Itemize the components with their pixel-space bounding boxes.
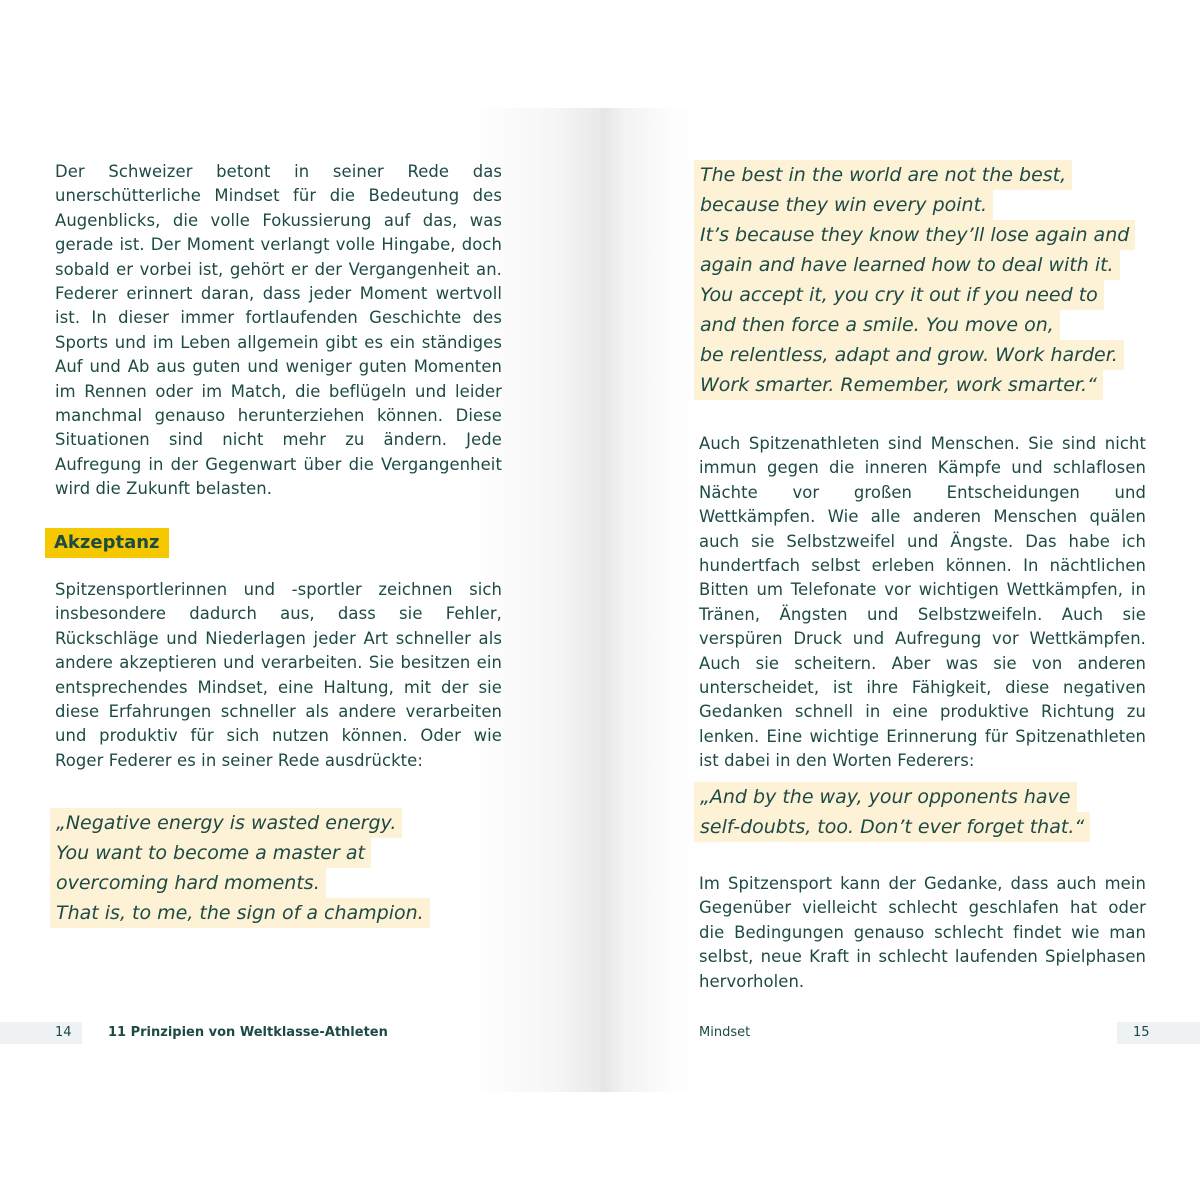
right-quote-line: be relentless, adapt and grow. Work harder. [694, 340, 1124, 370]
right-quote-1 [700, 160, 1135, 400]
right-quote-line: You accept it, you cry it out if you need to [694, 280, 1104, 310]
left-quote-line: You want to become a master at [50, 838, 371, 868]
right-quote-line: „And by the way, your opponents have [694, 782, 1077, 812]
right-quote-line: It’s because they know they’ll lose again and [694, 220, 1135, 250]
left-quote-line: „Negative energy is wasted energy. [50, 808, 402, 838]
left-quote [56, 808, 430, 928]
left-page-number: 14 [55, 1025, 72, 1040]
right-footer-bar [1117, 1022, 1200, 1044]
right-quote-line: The best in the world are not the best, [694, 160, 1072, 190]
right-page-number: 15 [1133, 1025, 1150, 1040]
right-quote-line: and then force a smile. You move on, [694, 310, 1060, 340]
left-quote-line: overcoming hard moments. [50, 868, 326, 898]
right-quote-line: again and have learned how to deal with it. [694, 250, 1120, 280]
left-running-title: 11 Prinzipien von Weltklasse-Athleten [108, 1025, 388, 1040]
right-quote-line: self-doubts, too. Don’t ever forget that.“ [694, 812, 1090, 842]
right-running-title: Mindset [699, 1025, 751, 1040]
right-paragraph-1: Auch Spitzenathleten sind Menschen. Sie sind nicht immun gegen die inneren Kämpfe und schlaflosen Nächte vor großen Entscheidungen und Wettkämpfen. Wie alle anderen Menschen quälen auch sie Selbstzweifel und Ängste. Das habe ich hundertfach selbst erleben können. In nächtlichen Bitten um Telefonate vor wichtigen Wettkämpfen, in Tränen, Ängsten und Selbstzweifeln. Auch sie verspüren Druck und Aufregung vor Wettkämpfen. Auch sie scheitern. Aber was sie von anderen unterscheidet, ist ihre Fähigkeit, diese negativen Gedanken schnell in eine produktive Richtung zu lenken. Eine wichtige Erinnerung für Spitzenathleten ist dabei in den Worten Federers: [699, 434, 1146, 771]
right-quote-line: Work smarter. Remember, work smarter.“ [694, 370, 1103, 400]
left-quote-line: That is, to me, the sign of a champion. [50, 898, 430, 928]
left-paragraph-2: Spitzensportlerinnen und -sportler zeichnen sich insbesondere dadurch aus, dass sie Fehler, Rückschläge und Niederlagen jeder Art schneller als andere akzeptieren und verarbeiten. Sie besitzen ein entsprechendes Mindset, eine Haltung, mit der sie diese Erfahrungen schneller als andere verarbeiten und produktiv für sich nutzen können. Oder wie Roger Federer es in seiner Rede ausdrückte: [55, 580, 502, 770]
left-paragraph-1: Der Schweizer betont in seiner Rede das unerschütterliche Mindset für die Bedeutung des Augenblicks, die volle Fokussierung auf das, was gerade ist. Der Moment verlangt volle Hingabe, doch sobald er vorbei ist, gehört er der Vergangenheit an. Federer erinnert daran, dass jeder Moment wertvoll ist. In dieser immer fortlaufenden Geschichte des Sports und im Leben allgemein gibt es ein ständiges Auf und Ab aus guten und weniger guten Momenten im Rennen oder im Match, die beflügeln und leider manchmal genauso herunterziehen können. Diese Situationen sind nicht mehr zu ändern. Jede Aufregung in der Gegenwart über die Vergangenheit wird die Zukunft belasten. [55, 162, 502, 499]
section-heading: Akzeptanz [45, 528, 169, 558]
left-page [0, 108, 601, 1092]
right-quote-2 [700, 782, 1090, 842]
right-page [601, 108, 1200, 1092]
right-quote-line: because they win every point. [694, 190, 993, 220]
right-paragraph-2: Im Spitzensport kann der Gedanke, dass auch mein Gegenüber vielleicht schlecht geschlafen hat oder die Bedingungen genauso schlecht findet wie man selbst, neue Kraft in schlecht laufenden Spielphasen hervorholen. [699, 874, 1146, 991]
book-spread [0, 108, 1200, 1092]
